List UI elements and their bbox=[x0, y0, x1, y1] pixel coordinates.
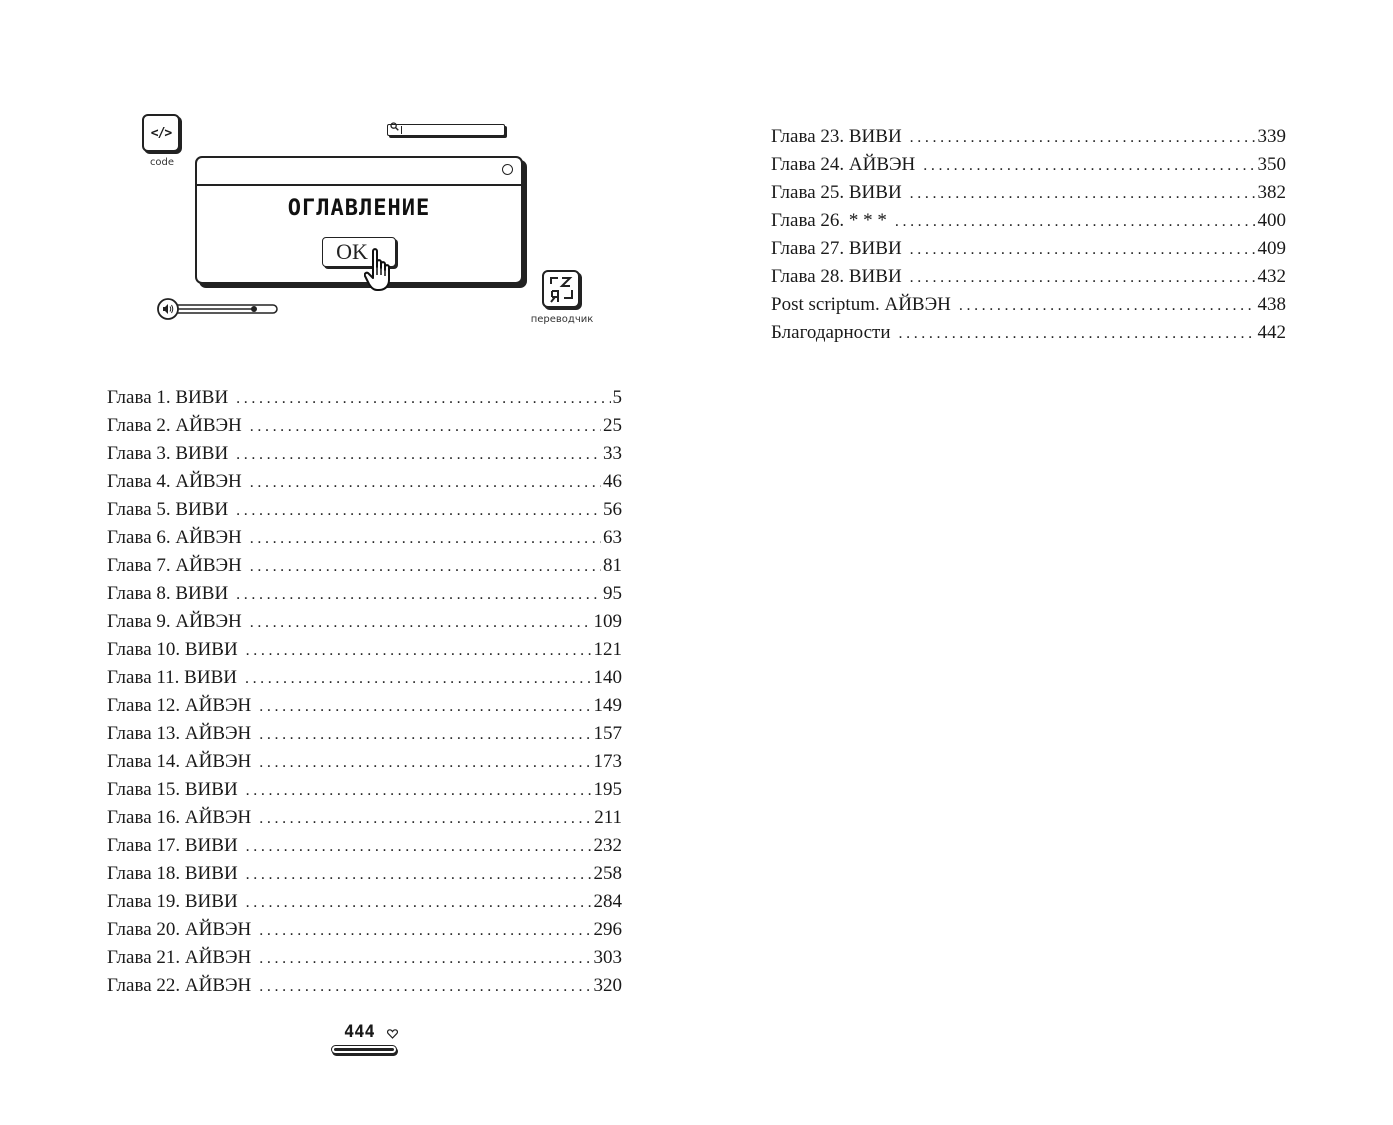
toc-entry-page: 95 bbox=[603, 583, 622, 604]
toc-entry-page: 56 bbox=[603, 499, 622, 520]
toc-leader-dots bbox=[259, 721, 591, 748]
heart-icon bbox=[387, 1029, 398, 1039]
toc-entry[interactable] bbox=[107, 888, 622, 916]
toc-leader-dots bbox=[910, 264, 1256, 291]
toc-entry[interactable] bbox=[107, 776, 622, 804]
toc-entry-title: Глава 26. * * * bbox=[771, 210, 887, 231]
toc-entry[interactable] bbox=[771, 291, 1286, 319]
toc-entry-title: Глава 18. ВИВИ bbox=[107, 863, 238, 884]
toc-leader-dots bbox=[959, 292, 1256, 319]
toc-entry-title: Глава 25. ВИВИ bbox=[771, 182, 902, 203]
toc-leader-dots bbox=[246, 777, 592, 804]
table-of-contents-dialog bbox=[195, 156, 523, 284]
toc-entry[interactable] bbox=[107, 468, 622, 496]
toc-entry[interactable] bbox=[107, 384, 622, 412]
toc-entry[interactable] bbox=[771, 123, 1286, 151]
toc-leader-dots bbox=[895, 208, 1256, 235]
toc-entry[interactable] bbox=[107, 580, 622, 608]
toc-entry[interactable] bbox=[107, 524, 622, 552]
toc-entry-title: Глава 27. ВИВИ bbox=[771, 238, 902, 259]
hand-cursor-icon bbox=[364, 247, 396, 293]
toc-entry-page: 339 bbox=[1257, 126, 1286, 147]
toc-leader-dots bbox=[910, 236, 1256, 263]
toc-entry-title: Глава 12. АЙВЭН bbox=[107, 695, 252, 716]
toc-entry-title: Глава 7. АЙВЭН bbox=[107, 555, 242, 576]
toc-entry-page: 438 bbox=[1257, 294, 1286, 315]
toc-leader-dots bbox=[246, 889, 592, 916]
toc-entry-page: 25 bbox=[603, 415, 622, 436]
toc-entry-title: Глава 19. ВИВИ bbox=[107, 891, 238, 912]
toc-entry[interactable] bbox=[771, 179, 1286, 207]
toc-entry[interactable] bbox=[771, 235, 1286, 263]
toc-entry[interactable] bbox=[107, 412, 622, 440]
page-number: 444 bbox=[344, 1022, 375, 1042]
toc-leader-dots bbox=[236, 385, 610, 412]
toc-entry-title: Глава 20. АЙВЭН bbox=[107, 919, 252, 940]
dialog-titlebar bbox=[197, 158, 521, 186]
dialog-title: ОГЛАВЛЕНИЕ bbox=[287, 196, 431, 221]
close-icon[interactable] bbox=[502, 164, 513, 175]
toc-leader-dots bbox=[250, 553, 601, 580]
translator-icon[interactable] bbox=[542, 270, 580, 308]
toc-entry-title: Глава 8. ВИВИ bbox=[107, 583, 229, 604]
toc-entry-page: 296 bbox=[593, 919, 622, 940]
toc-entry-page: 442 bbox=[1257, 322, 1286, 343]
toc-entry[interactable] bbox=[107, 440, 622, 468]
toc-entry-title: Глава 1. ВИВИ bbox=[107, 387, 229, 408]
translator-icon-label: переводчик bbox=[530, 314, 594, 325]
page-progress-fill bbox=[334, 1048, 394, 1051]
toc-leader-dots bbox=[910, 180, 1256, 207]
toc-entry-page: 140 bbox=[593, 667, 622, 688]
ok-button-label: OK bbox=[336, 239, 368, 264]
toc-leader-dots bbox=[245, 665, 592, 692]
toc-entry-title: Глава 22. АЙВЭН bbox=[107, 975, 252, 996]
toc-entry-title: Глава 24. АЙВЭН bbox=[771, 154, 916, 175]
toc-entry[interactable] bbox=[107, 944, 622, 972]
toc-leader-dots bbox=[259, 945, 591, 972]
toc-entry-page: 157 bbox=[593, 723, 622, 744]
toc-right-column bbox=[771, 123, 1286, 347]
toc-entry[interactable] bbox=[107, 860, 622, 888]
toc-entry-page: 400 bbox=[1257, 210, 1286, 231]
toc-entry-page: 149 bbox=[593, 695, 622, 716]
toc-entry-page: 5 bbox=[612, 387, 622, 408]
toc-entry[interactable] bbox=[107, 916, 622, 944]
toc-leader-dots bbox=[259, 749, 591, 776]
toc-leader-dots bbox=[236, 581, 601, 608]
toc-leader-dots bbox=[259, 917, 591, 944]
toc-leader-dots bbox=[259, 693, 591, 720]
toc-entry-title: Глава 5. ВИВИ bbox=[107, 499, 229, 520]
toc-leader-dots bbox=[259, 973, 591, 1000]
toc-entry-page: 109 bbox=[593, 611, 622, 632]
toc-entry-title: Глава 6. АЙВЭН bbox=[107, 527, 242, 548]
code-icon[interactable] bbox=[142, 114, 180, 152]
toc-leader-dots bbox=[236, 497, 601, 524]
toc-leader-dots bbox=[910, 124, 1256, 151]
toc-entry[interactable] bbox=[107, 832, 622, 860]
toc-entry-page: 320 bbox=[593, 975, 622, 996]
toc-entry[interactable] bbox=[107, 720, 622, 748]
toc-entry-page: 409 bbox=[1257, 238, 1286, 259]
toc-entry-page: 232 bbox=[593, 835, 622, 856]
toc-entry-title: Глава 23. ВИВИ bbox=[771, 126, 902, 147]
toc-entry-title: Глава 4. АЙВЭН bbox=[107, 471, 242, 492]
toc-leader-dots bbox=[246, 833, 592, 860]
volume-slider[interactable] bbox=[156, 297, 280, 321]
toc-left-column bbox=[107, 384, 622, 1000]
toc-entry[interactable] bbox=[107, 664, 622, 692]
toc-entry-title: Благодарности bbox=[771, 322, 891, 343]
toc-entry-page: 121 bbox=[593, 639, 622, 660]
toc-entry[interactable] bbox=[107, 748, 622, 776]
toc-entry-page: 63 bbox=[603, 527, 622, 548]
toc-entry-title: Глава 11. ВИВИ bbox=[107, 667, 237, 688]
toc-entry-page: 81 bbox=[603, 555, 622, 576]
toc-entry-page: 211 bbox=[594, 807, 622, 828]
toc-entry[interactable] bbox=[107, 972, 622, 1000]
toc-entry-page: 432 bbox=[1257, 266, 1286, 287]
toc-entry[interactable] bbox=[107, 496, 622, 524]
toc-leader-dots bbox=[923, 152, 1255, 179]
toc-entry-page: 303 bbox=[593, 947, 622, 968]
toc-entry-title: Глава 14. АЙВЭН bbox=[107, 751, 252, 772]
toc-entry[interactable] bbox=[771, 207, 1286, 235]
toc-leader-dots bbox=[246, 637, 592, 664]
toc-entry-page: 382 bbox=[1257, 182, 1286, 203]
toc-entry-title: Глава 10. ВИВИ bbox=[107, 639, 238, 660]
toc-leader-dots bbox=[250, 413, 601, 440]
code-icon-glyph: </> bbox=[150, 125, 172, 141]
toc-leader-dots bbox=[899, 320, 1256, 347]
toc-entry-title: Глава 21. АЙВЭН bbox=[107, 947, 252, 968]
toc-entry-page: 46 bbox=[603, 471, 622, 492]
toc-entry-title: Глава 16. АЙВЭН bbox=[107, 807, 252, 828]
toc-leader-dots bbox=[246, 861, 592, 888]
toc-entry[interactable] bbox=[107, 804, 622, 832]
toc-leader-dots bbox=[250, 525, 601, 552]
toc-entry-page: 258 bbox=[593, 863, 622, 884]
toc-leader-dots bbox=[250, 469, 601, 496]
toc-entry[interactable] bbox=[107, 608, 622, 636]
toc-entry-title: Глава 13. АЙВЭН bbox=[107, 723, 252, 744]
toc-leader-dots bbox=[250, 609, 592, 636]
toc-entry[interactable] bbox=[107, 636, 622, 664]
toc-leader-dots bbox=[259, 805, 592, 832]
toc-entry-title: Глава 9. АЙВЭН bbox=[107, 611, 242, 632]
toc-entry[interactable] bbox=[771, 151, 1286, 179]
search-icon bbox=[390, 122, 399, 136]
toc-entry-title: Глава 15. ВИВИ bbox=[107, 779, 238, 800]
toc-entry-title: Глава 17. ВИВИ bbox=[107, 835, 238, 856]
toc-entry-page: 195 bbox=[593, 779, 622, 800]
toc-entry-title: Глава 3. ВИВИ bbox=[107, 443, 229, 464]
toc-entry[interactable] bbox=[771, 263, 1286, 291]
toc-entry[interactable] bbox=[107, 692, 622, 720]
toc-entry-title: Post scriptum. АЙВЭН bbox=[771, 294, 951, 315]
code-icon-label: code bbox=[149, 157, 175, 168]
toc-entry[interactable] bbox=[107, 552, 622, 580]
toc-entry-page: 284 bbox=[593, 891, 622, 912]
toc-leader-dots bbox=[236, 441, 601, 468]
text-caret bbox=[401, 126, 402, 134]
toc-entry-title: Глава 2. АЙВЭН bbox=[107, 415, 242, 436]
toc-entry-page: 33 bbox=[603, 443, 622, 464]
toc-entry-title: Глава 28. ВИВИ bbox=[771, 266, 902, 287]
toc-entry-page: 350 bbox=[1257, 154, 1286, 175]
toc-entry-page: 173 bbox=[593, 751, 622, 772]
search-input[interactable] bbox=[387, 124, 505, 136]
toc-entry[interactable] bbox=[771, 319, 1286, 347]
page-progress-bar bbox=[331, 1045, 397, 1054]
translate-glyph-icon bbox=[544, 272, 578, 306]
